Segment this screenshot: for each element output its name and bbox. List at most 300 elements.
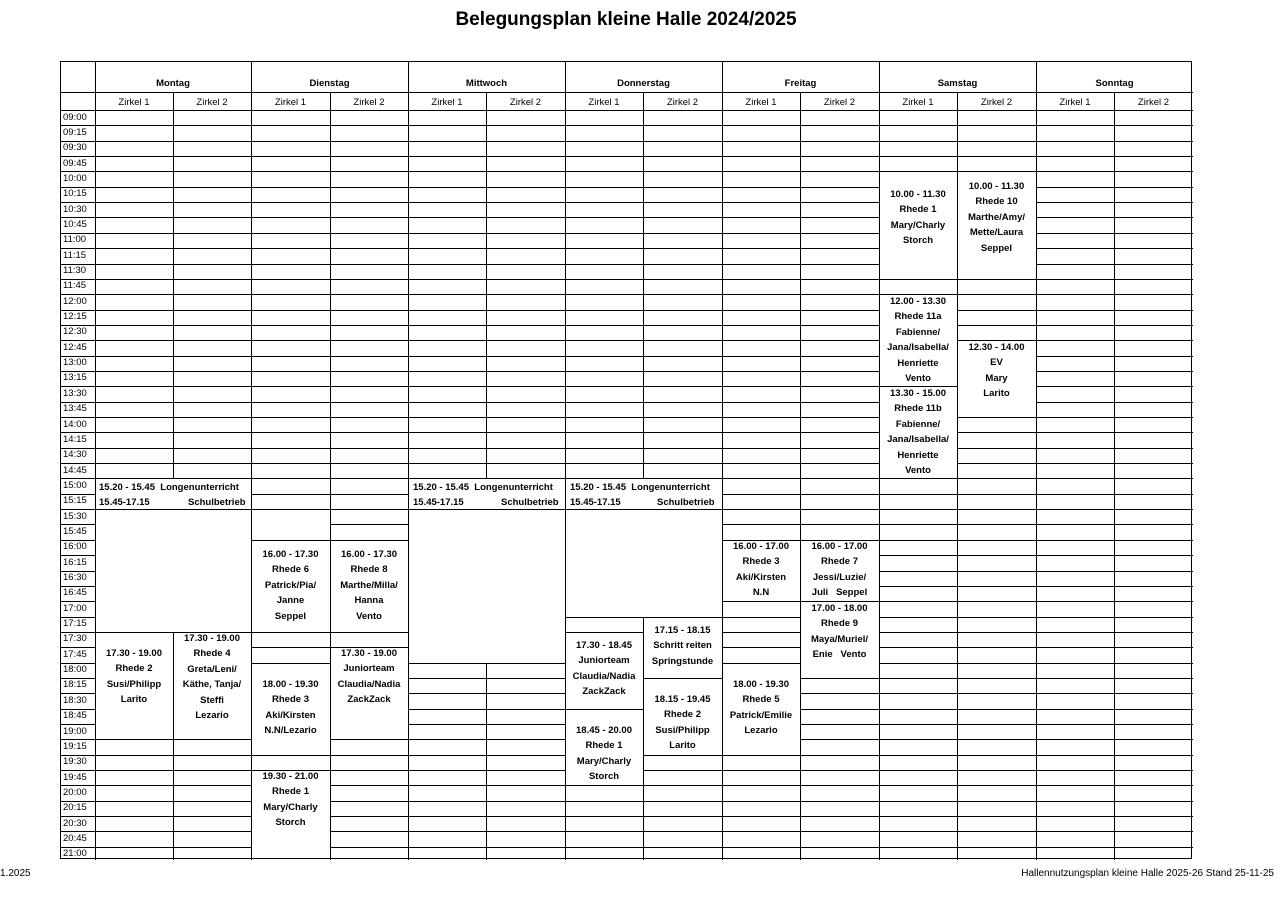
- row-line: [61, 171, 95, 172]
- row-line: [95, 785, 173, 786]
- row-line: [800, 217, 879, 218]
- row-line: [486, 202, 565, 203]
- event-line: 15.45-17.15: [570, 497, 621, 508]
- row-line: [643, 294, 722, 295]
- row-line: [173, 432, 251, 433]
- row-line: [1036, 402, 1114, 403]
- row-line: [957, 125, 1036, 126]
- row-line: [722, 647, 800, 648]
- row-line: [1114, 217, 1193, 218]
- row-line: [565, 248, 643, 249]
- event-sa-rhede11b: [879, 386, 957, 478]
- row-line: [173, 125, 251, 126]
- event-do-schul: [570, 495, 621, 510]
- row-line: [173, 463, 251, 464]
- time-label: 11:30: [63, 265, 87, 276]
- row-line: [1036, 801, 1114, 802]
- event-line: 19.30 - 21.00: [262, 771, 319, 782]
- event-line: Jana/Isabella/: [887, 434, 949, 446]
- row-line: [643, 171, 722, 172]
- event-line: ZackZack: [347, 694, 391, 706]
- event-line: Greta/Leni/: [187, 663, 237, 675]
- event-line: Rhede 3: [742, 556, 780, 568]
- row-line: [722, 294, 800, 295]
- row-line: [95, 371, 173, 372]
- time-label: 10:45: [63, 218, 87, 230]
- row-line: [957, 847, 1036, 848]
- event-line: Patrick/Pia/: [264, 579, 317, 591]
- row-line: [722, 417, 800, 418]
- row-line: [643, 432, 722, 433]
- row-line: [1114, 187, 1193, 188]
- row-line: [251, 294, 330, 295]
- event-fr-rhede7: [800, 539, 879, 601]
- row-line: [643, 141, 722, 142]
- row-line: [61, 217, 95, 218]
- time-label: 13:30: [63, 387, 87, 399]
- day-header-samstag: Samstag: [937, 78, 978, 89]
- row-line: [800, 156, 879, 157]
- row-line: [879, 709, 957, 710]
- row-line: [1114, 340, 1193, 341]
- row-line: [408, 801, 486, 802]
- schedule-grid: [60, 61, 1192, 859]
- row-line: [643, 386, 722, 387]
- event-mi-schul: [413, 495, 464, 510]
- row-line: [643, 233, 722, 234]
- row-line: [800, 325, 879, 326]
- event-do-longen: [570, 480, 710, 495]
- event-line: Rhede 1: [272, 786, 309, 798]
- time-label: 15:30: [63, 510, 87, 522]
- row-line: [486, 663, 565, 664]
- row-line: [1036, 386, 1114, 387]
- row-line: [1036, 187, 1114, 188]
- row-line: [486, 264, 565, 265]
- time-label: 16:30: [63, 572, 87, 583]
- row-line: [957, 693, 1036, 694]
- event-line: Henriette: [897, 357, 939, 369]
- row-line: [1114, 770, 1193, 771]
- time-label: 13:00: [63, 357, 87, 369]
- row-line: [95, 755, 173, 756]
- event-line: Rhede 2: [115, 663, 153, 675]
- row-line: [251, 356, 330, 357]
- time-label: 17:00: [63, 602, 87, 614]
- row-line: [95, 340, 173, 341]
- row-line: [486, 478, 565, 479]
- event-line: Rhede 4: [193, 648, 231, 660]
- row-line: [643, 478, 722, 479]
- row-line: [643, 371, 722, 372]
- row-line: [330, 202, 408, 203]
- row-line: [408, 248, 486, 249]
- row-line: [486, 233, 565, 234]
- row-line: [722, 325, 800, 326]
- row-line: [565, 217, 643, 218]
- row-line: [95, 264, 173, 265]
- row-line: [722, 264, 800, 265]
- row-line: [61, 831, 95, 832]
- event-mo-rhede4: [173, 631, 251, 723]
- row-line: [643, 801, 722, 802]
- row-line: [173, 171, 251, 172]
- row-line: [251, 141, 330, 142]
- row-line: [1036, 647, 1114, 648]
- zirkel-header: Zirkel 1: [274, 97, 307, 108]
- event-mo-schul: [99, 495, 150, 510]
- event-line: 12.30 - 14.00: [968, 342, 1025, 353]
- row-line: [1036, 693, 1114, 694]
- event-line: Schritt reiten: [653, 640, 712, 652]
- row-line: [722, 448, 800, 449]
- event-line: Rhede 1: [585, 740, 623, 752]
- row-line: [61, 785, 95, 786]
- row-line: [251, 187, 330, 188]
- row-line: [61, 125, 95, 126]
- row-line: [722, 755, 800, 756]
- row-line: [1036, 555, 1114, 556]
- event-line: 10.00 - 11.30: [890, 189, 946, 200]
- row-line: [565, 171, 643, 172]
- row-line: [1036, 509, 1114, 510]
- row-line: [173, 356, 251, 357]
- footer-left: 1.2025: [0, 868, 31, 879]
- row-line: [1036, 709, 1114, 710]
- row-line: [95, 325, 173, 326]
- row-line: [251, 494, 330, 495]
- row-line: [800, 463, 879, 464]
- row-line: [330, 755, 408, 756]
- row-line: [800, 693, 879, 694]
- row-line: [800, 187, 879, 188]
- event-line: Rhede 11a: [894, 311, 942, 323]
- row-line: [879, 125, 957, 126]
- event-do-junior: [565, 638, 643, 700]
- row-line: [643, 264, 722, 265]
- row-line: [486, 463, 565, 464]
- event-line: Rhede 7: [821, 556, 858, 568]
- row-line: [486, 279, 565, 280]
- event-fr-rhede3: [722, 539, 800, 601]
- event-line: ZackZack: [582, 686, 626, 698]
- row-line: [330, 739, 408, 740]
- row-line: [800, 417, 879, 418]
- row-line: [1036, 785, 1114, 786]
- row-line: [722, 617, 800, 618]
- header-divider: [61, 92, 1193, 93]
- row-line: [800, 739, 879, 740]
- event-line: Juniorteam: [343, 663, 395, 675]
- row-line: [1036, 663, 1114, 664]
- row-line: [251, 463, 330, 464]
- row-line: [1036, 340, 1114, 341]
- row-line: [486, 678, 565, 679]
- row-line: [173, 279, 251, 280]
- event-line: Claudia/Nadia: [337, 678, 401, 690]
- row-line: [1114, 678, 1193, 679]
- row-line: [565, 264, 643, 265]
- event-do-schul2: [657, 495, 715, 510]
- event-line: Susi/Philipp: [106, 678, 162, 690]
- row-line: [61, 524, 95, 525]
- row-line: [1036, 202, 1114, 203]
- row-line: [643, 279, 722, 280]
- row-line: [1114, 264, 1193, 265]
- column-divider: [722, 62, 723, 860]
- row-line: [957, 647, 1036, 648]
- row-line: [408, 279, 486, 280]
- row-line: [1036, 233, 1114, 234]
- event-line: Rhede 10: [975, 196, 1018, 208]
- row-line: [879, 831, 957, 832]
- row-line: [1036, 217, 1114, 218]
- row-line: [251, 233, 330, 234]
- row-line: [486, 448, 565, 449]
- row-line: [251, 171, 330, 172]
- row-line: [1114, 663, 1193, 664]
- time-label: 15:15: [63, 495, 87, 507]
- row-line: [251, 448, 330, 449]
- time-label: 19:00: [63, 725, 87, 737]
- row-line: [879, 571, 957, 572]
- row-line: [1036, 448, 1114, 449]
- row-line: [408, 264, 486, 265]
- row-line: [1036, 724, 1114, 725]
- row-line: [173, 801, 251, 802]
- row-line: [173, 755, 251, 756]
- day-header-montag: Montag: [156, 78, 190, 89]
- row-line: [565, 279, 643, 280]
- row-line: [722, 816, 800, 817]
- row-line: [486, 816, 565, 817]
- zirkel-header: Zirkel 1: [588, 97, 620, 108]
- row-line: [1036, 356, 1114, 357]
- event-line: Rhede 11b: [894, 403, 942, 415]
- row-line: [330, 294, 408, 295]
- row-line: [251, 248, 330, 249]
- row-line: [1114, 785, 1193, 786]
- row-line: [957, 432, 1036, 433]
- event-line: Vento: [356, 610, 382, 622]
- row-line: [957, 663, 1036, 664]
- row-line: [800, 248, 879, 249]
- row-line: [95, 478, 173, 479]
- row-line: [486, 693, 565, 694]
- row-line: [565, 356, 643, 357]
- row-line: [957, 325, 1036, 326]
- row-line: [957, 678, 1036, 679]
- row-line: [408, 202, 486, 203]
- row-line: [1114, 555, 1193, 556]
- row-line: [800, 340, 879, 341]
- row-line: [330, 248, 408, 249]
- row-line: [330, 540, 408, 541]
- row-line: [722, 248, 800, 249]
- row-line: [1036, 279, 1114, 280]
- row-line: [408, 386, 486, 387]
- row-line: [95, 248, 173, 249]
- row-line: [486, 171, 565, 172]
- row-line: [173, 478, 251, 479]
- time-label: 14:00: [63, 418, 87, 430]
- row-line: [330, 125, 408, 126]
- row-line: [800, 310, 879, 311]
- event-line: 17.30 - 18.45: [576, 640, 632, 651]
- event-line: Rhede 8: [350, 564, 388, 576]
- row-line: [957, 524, 1036, 525]
- row-line: [1114, 739, 1193, 740]
- event-line: Rhede 2: [664, 709, 701, 721]
- row-line: [408, 663, 486, 664]
- row-line: [722, 202, 800, 203]
- row-line: [565, 202, 643, 203]
- row-line: [800, 755, 879, 756]
- row-line: [800, 141, 879, 142]
- row-line: [957, 310, 1036, 311]
- row-line: [565, 709, 643, 710]
- time-label: 16:45: [63, 587, 87, 599]
- event-line: 18.00 - 19.30: [262, 679, 319, 690]
- row-line: [408, 755, 486, 756]
- event-line: 15.20 - 15.45 Longenunterricht: [99, 482, 239, 493]
- row-line: [879, 847, 957, 848]
- row-line: [251, 509, 330, 510]
- column-divider: [643, 92, 644, 478]
- row-line: [957, 294, 1036, 295]
- row-line: [330, 217, 408, 218]
- row-line: [800, 171, 879, 172]
- row-line: [408, 125, 486, 126]
- event-line: Mette/Laura: [969, 227, 1024, 239]
- event-line: 15.45-17.15: [413, 497, 464, 508]
- row-line: [330, 187, 408, 188]
- row-line: [957, 571, 1036, 572]
- event-line: Vento: [905, 465, 931, 477]
- row-line: [251, 755, 330, 756]
- column-divider: [1114, 92, 1115, 860]
- row-line: [1114, 847, 1193, 848]
- row-line: [643, 770, 722, 771]
- row-line: [330, 509, 408, 510]
- event-sa-ev: [957, 340, 1036, 402]
- row-line: [957, 141, 1036, 142]
- row-line: [408, 463, 486, 464]
- row-line: [173, 217, 251, 218]
- zirkel-header: Zirkel 1: [1059, 97, 1091, 108]
- row-line: [1036, 755, 1114, 756]
- row-line: [408, 310, 486, 311]
- row-line: [722, 356, 800, 357]
- time-label: 16:00: [63, 541, 87, 553]
- row-line: [879, 540, 957, 541]
- row-line: [1114, 755, 1193, 756]
- row-line: [1114, 356, 1193, 357]
- event-line: Seppel: [274, 610, 307, 622]
- row-line: [643, 831, 722, 832]
- row-line: [95, 356, 173, 357]
- row-line: [643, 847, 722, 848]
- row-line: [722, 187, 800, 188]
- event-line: Jessi/Luzie/: [812, 571, 867, 583]
- row-line: [95, 770, 173, 771]
- row-line: [957, 632, 1036, 633]
- event-line: Rhede 5: [742, 694, 780, 706]
- row-line: [95, 417, 173, 418]
- row-line: [1036, 264, 1114, 265]
- row-line: [95, 187, 173, 188]
- row-line: [722, 785, 800, 786]
- row-line: [1114, 540, 1193, 541]
- row-line: [408, 233, 486, 234]
- row-line: [173, 847, 251, 848]
- day-header-dienstag: Dienstag: [309, 78, 350, 89]
- row-line: [800, 770, 879, 771]
- day-header-sonntag: Sonntag: [1095, 78, 1134, 89]
- row-line: [722, 432, 800, 433]
- row-line: [800, 831, 879, 832]
- row-line: [643, 217, 722, 218]
- time-label: 10:30: [63, 203, 87, 215]
- row-line: [565, 187, 643, 188]
- time-label: 09:30: [63, 142, 87, 154]
- event-line: Mary: [985, 372, 1008, 384]
- row-line: [486, 310, 565, 311]
- event-line: Käthe, Tanja/: [182, 679, 242, 691]
- zirkel-header: Zirkel 1: [902, 97, 934, 108]
- row-line: [173, 248, 251, 249]
- row-line: [800, 386, 879, 387]
- row-line: [1036, 371, 1114, 372]
- row-line: [1036, 524, 1114, 525]
- row-line: [565, 463, 643, 464]
- row-line: [486, 402, 565, 403]
- row-line: [565, 340, 643, 341]
- row-line: [722, 478, 800, 479]
- row-line: [173, 340, 251, 341]
- row-line: [957, 279, 1036, 280]
- row-line: [800, 279, 879, 280]
- row-line: [486, 709, 565, 710]
- row-line: [957, 724, 1036, 725]
- time-label: 18:15: [63, 679, 87, 691]
- event-line: 18.00 - 19.30: [733, 679, 789, 690]
- row-line: [1036, 617, 1114, 618]
- row-line: [408, 816, 486, 817]
- row-line: [486, 141, 565, 142]
- event-line: Fabienne/: [895, 418, 941, 430]
- row-line: [957, 171, 1036, 172]
- row-line: [330, 417, 408, 418]
- row-line: [800, 801, 879, 802]
- row-line: [1114, 233, 1193, 234]
- row-line: [330, 478, 408, 479]
- zirkel-header: Zirkel 2: [196, 97, 228, 108]
- row-line: [879, 678, 957, 679]
- row-line: [957, 601, 1036, 602]
- time-label: 13:15: [63, 372, 87, 384]
- row-line: [173, 310, 251, 311]
- zirkel-header: Zirkel 2: [353, 97, 385, 108]
- row-line: [408, 402, 486, 403]
- time-label: 10:15: [63, 188, 87, 200]
- row-line: [800, 847, 879, 848]
- row-line: [1114, 325, 1193, 326]
- event-line: Mary/Charly: [263, 801, 318, 813]
- row-line: [957, 540, 1036, 541]
- row-line: [879, 586, 957, 587]
- row-line: [173, 785, 251, 786]
